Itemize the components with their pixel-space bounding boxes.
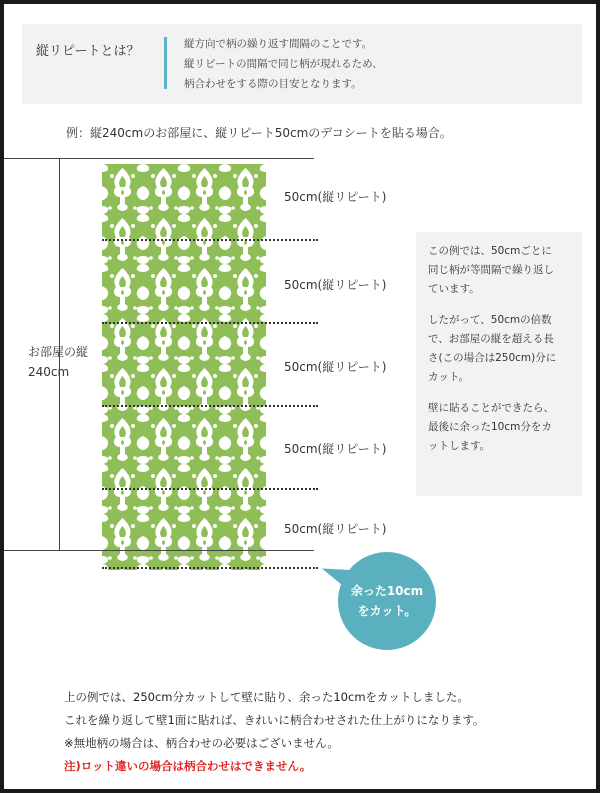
example-caption: 例：縦240cmのお部屋に、縦リピート50cmのデコシートを貼る場合。 xyxy=(66,126,452,140)
definition-title: 縦リピートとは？ xyxy=(36,44,140,59)
repeat-separator xyxy=(102,567,318,569)
definition-line: 柄合わせをする際の目安となります。 xyxy=(184,78,362,90)
explanation-note xyxy=(416,232,582,496)
damask-pattern-sheet xyxy=(102,164,266,570)
repeat-label: 50cm(縦リピート) xyxy=(284,442,387,456)
room-label-text: お部屋の縦 xyxy=(28,345,89,359)
repeat-label: 50cm(縦リピート) xyxy=(284,360,387,374)
repeat-separator xyxy=(102,239,318,241)
summary-line: これを繰り返して壁1面に貼れば、きれいに柄合わせされた仕上がりになります。 xyxy=(64,713,485,727)
definition-description xyxy=(184,34,383,94)
accent-divider xyxy=(164,37,167,89)
repeat-label: 50cm(縦リピート) xyxy=(284,522,387,536)
repeat-separator xyxy=(102,488,318,490)
repeat-separator xyxy=(102,405,318,407)
repeat-label: 50cm(縦リピート) xyxy=(284,278,387,292)
note-paragraph: この例では、50cmごとに 同じ柄が等間隔で繰り返し ています。 xyxy=(428,245,554,295)
definition-line: 縦方向で柄の繰り返す間隔のことです。 xyxy=(184,38,373,50)
repeat-separator xyxy=(102,322,318,324)
page-frame xyxy=(4,4,596,789)
note-paragraph: したがって、50cmの倍数 で、お部屋の縦を超える長 さ(この場合は250cm)分に カット。 xyxy=(428,314,557,383)
definition-box xyxy=(22,24,582,104)
definition-line: 縦リピートの間隔で同じ柄が現れるため、 xyxy=(184,58,383,70)
cut-callout-bubble xyxy=(338,552,436,650)
lot-warning: 注)ロット違いの場合は柄合わせはできません。 xyxy=(64,759,312,773)
summary-text xyxy=(64,686,484,778)
plain-pattern-note: ※無地柄の場合は、柄合わせの必要はございません。 xyxy=(64,736,339,750)
ceiling-line xyxy=(4,158,314,159)
summary-line: 上の例では、250cm分カットして壁に貼り、余った10cmをカットしました。 xyxy=(64,690,469,704)
note-paragraph: 壁に貼ることができたら、 最後に余った10cm分をカ ットします。 xyxy=(428,402,554,452)
room-height-label xyxy=(28,342,88,382)
room-label-value: 240cm xyxy=(28,365,70,379)
repeat-label: 50cm(縦リピート) xyxy=(284,190,387,204)
floor-line xyxy=(4,550,314,551)
cut-callout-text: 余った10cm をカット。 xyxy=(350,584,424,618)
